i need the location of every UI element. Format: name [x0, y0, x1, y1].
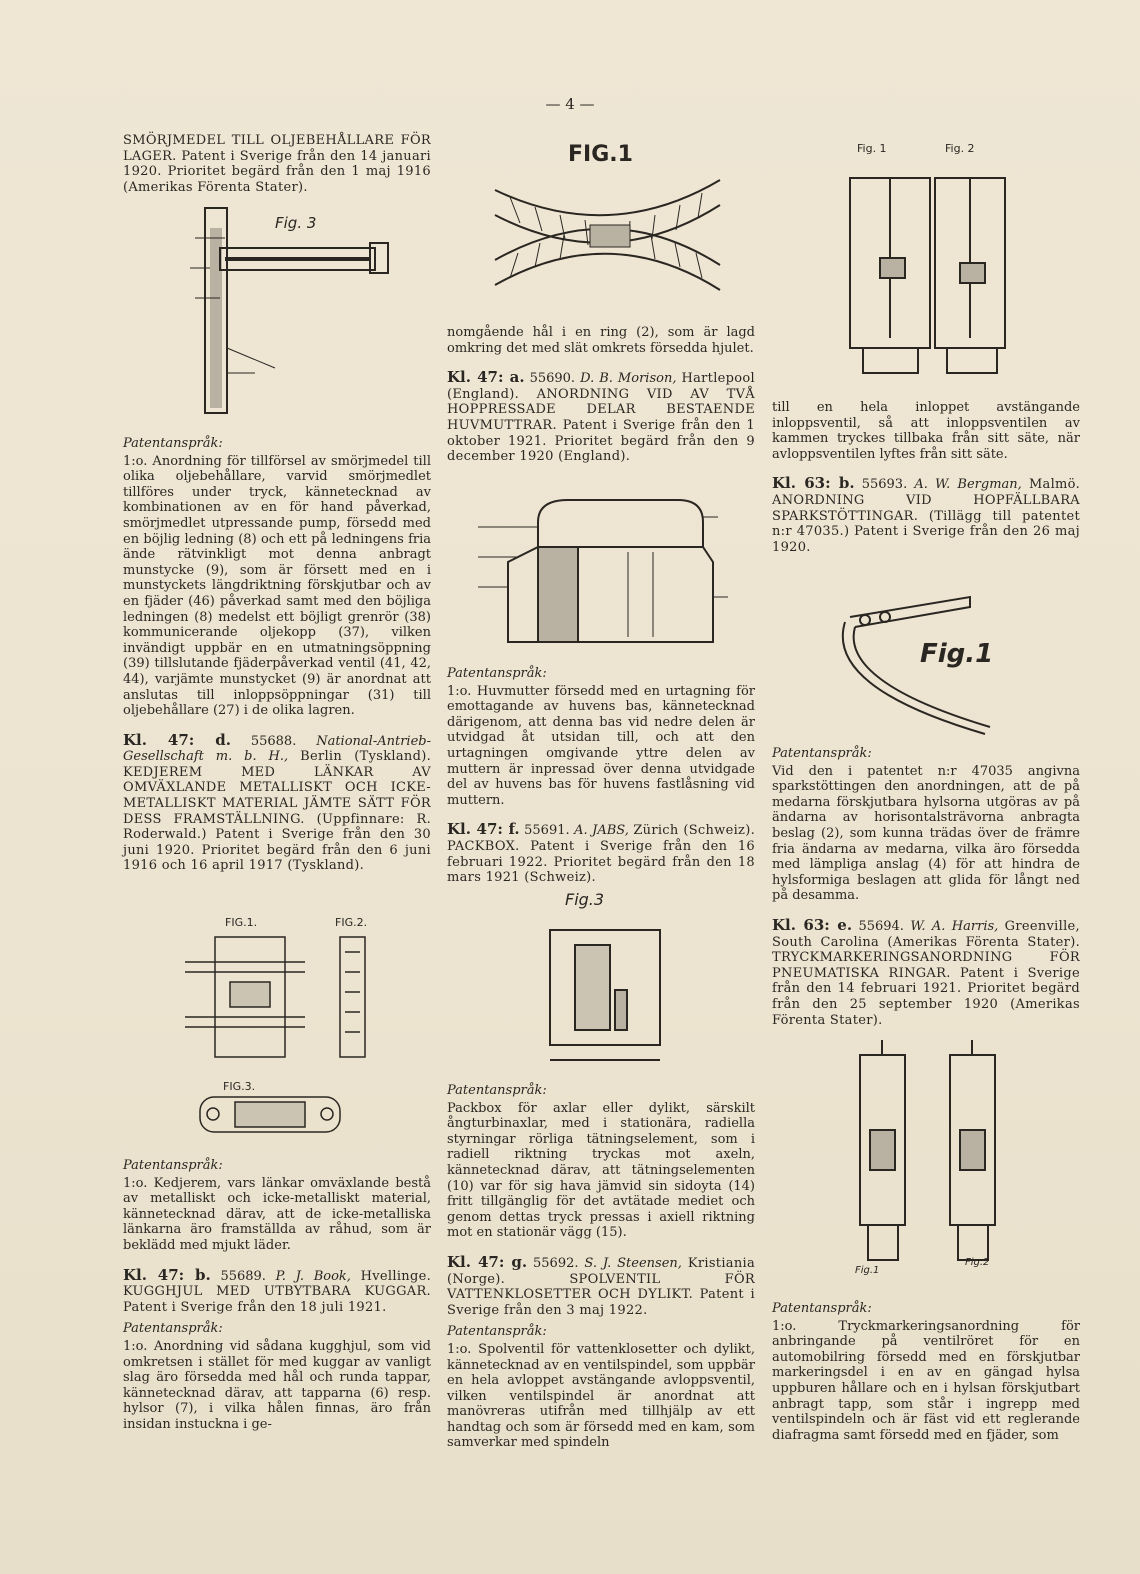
class-label: Kl. 63: b.: [772, 474, 855, 493]
patent-owner: D. B. Morison,: [580, 371, 677, 387]
claim-label: Patentanspråk:: [447, 666, 547, 681]
pressure-marker-figure: [840, 1035, 1020, 1275]
class-label: Kl. 47: b.: [123, 1265, 211, 1284]
lubricator-figure: [165, 198, 405, 423]
article-heading: [447, 370, 755, 465]
continued-text: till en hela inloppet avstängande inloppsventil, så att inloppsventilen av kammen tryckes tillbaka från sitt säte, när avloppsventilen lyftes från sitt säte.: [772, 400, 1080, 462]
claim-text: 1:o. Huvmutter försedd med en urtagning för emottagande av huvens bas, kännetecknad därigenom, att denna bas vid nedre delen är utvidgad åt utsidan till, och att den urtagningen omgivande yttre delen av muttern är inpressad över denna utvidgade del av huvens bas för huvens fastlåsning vid muttern.: [447, 683, 755, 808]
patent-owner: S. J. Steensen,: [584, 1255, 682, 1271]
class-label: Kl. 47: d.: [123, 730, 231, 749]
claim-text: 1:o. Kedjerem, vars länkar omväxlande bestå av metalliskt och icke-metalliskt material, kännetecknad därav, att de icke-metalliska länkarna äro framställda av råhud, som är beklädd med mjukt läder.: [123, 1175, 431, 1253]
flush-valve-figure: [835, 138, 1035, 383]
figure-label: Fig. 3: [275, 214, 317, 232]
patent-owner: National-Antrieb-Gesellschaft m. b. H.,: [123, 733, 431, 765]
figure-label: Fig. 1: [857, 142, 887, 155]
patent-title: Hvellinge. KUGGHJUL MED UTBYTBARA KUGGAR. Patent i Sverige från den 18 juli 1921.: [123, 1268, 432, 1315]
column-2-mid: [447, 660, 755, 896]
article-heading: [772, 476, 1080, 555]
column-2-lower: [447, 1077, 755, 1461]
patent-number: 55688.: [250, 733, 297, 749]
claim-label: Patentanspråk:: [772, 1301, 872, 1316]
column-1-bottom: [123, 1152, 431, 1443]
figure-label: FIG.3.: [223, 1080, 256, 1093]
class-label: Kl. 47: a.: [447, 368, 525, 387]
packbox-figure: [535, 885, 675, 1070]
article-heading: [447, 1252, 756, 1318]
chain-belt-figure: [175, 912, 385, 1142]
patent-number: 55694.: [858, 918, 904, 934]
claim-text: Packbox för axlar eller dylikt, särskilt ångturbinaxlar, med i stationära, radiella styrningar rörliga tätningselement, som i radiell riktning tryckas mot axeln, kännetecknad därav, att tätningselementen (10) var för sig hava jämvid sin sidoyta (14) fritt tillgänglig för det avtätade mediet och genom dettas tryck pressas i axiell riktning mot en stationär vägg (15).: [447, 1100, 755, 1241]
column-3-mid: [772, 740, 1080, 1038]
figure-label: FIG.2.: [335, 916, 368, 929]
article-heading: SMÖRJMEDEL TILL OLJEBEHÅLLARE FÖR LAGER. Patent i Sverige från den 14 januari 1920. Prioritet begärd från den 1 maj 1916 (Amerikas Förenta Stater).: [123, 133, 431, 195]
patent-owner: A. JABS,: [574, 823, 629, 839]
gear-figure: [480, 135, 740, 325]
class-label: Kl. 63: e.: [772, 915, 853, 934]
page-number: — 4 —: [545, 95, 595, 113]
claim-text: 1:o. Anordning för tillförsel av smörjmedel till olika oljebehållare, varvid smörjmedlet tillföres under tryck, kännetecknad av kombinationen av en för hand påverkad, smörjmedlet utpressande pump, försedd med en böjlig ledning (8) och ett på ledningens fria ände rätvinkligt mot denna anbragt munstycke (9), som är försett med en i munstyckets längdriktning förskjutbar och av en fjäder (46) påverkad samt med den böjliga ledningen (8) medelst ett böjligt grenrör (38) kommunicerande oljekopp (37), vilken invändigt uppbär en en utmatningsöppning (39) tillslutande fjäderpåverkad ventil (41, 42, 44), varjämte munstycket (9) är anordnat att anslutas till inloppsöppningar (31) till oljebehållare (27) i de olika lagren.: [123, 453, 431, 719]
article-heading: [123, 1265, 432, 1316]
patent-number: 55691.: [524, 823, 570, 839]
column-3-lower: [772, 1295, 1080, 1453]
patent-title: Kristiania (Norge). SPOLVENTIL FÖR VATTENKLOSETTER OCH DYLIKT. Patent i Sverige från den 3 maj 1922.: [447, 1255, 756, 1318]
claim-text: 1:o. Anordning vid sådana kugghjul, som vid omkretsen i stället för med kuggar av vanligt slag äro försedda med hål och runda tappar, kännetecknad därav, att tapparna (6) resp. hylsor (7), i vilka hålen finnas, äro från insidan instuckna i ge-: [123, 1338, 431, 1432]
claim-label: Patentanspråk:: [123, 436, 223, 451]
claim-text: 1:o. Tryckmarkeringsanordning för anbringande på ventilröret för en automobilring försedd med en förskjutbar markeringsdel i en av en gängad hylsa uppburen hållare och en i hylsan förskjutbart anbragt tapp, som står i ingrepp med ventilspindeln och är fäst vid ett reglerande diafragma samt försedd med en fjäder, som: [772, 1318, 1080, 1443]
cap-nut-figure: [478, 492, 728, 652]
article-heading: [447, 822, 755, 885]
patent-title: Greenville, South Carolina (Amerikas Förenta Stater). TRYCKMARKERINGSANORDNING FÖR PNEUMATISKA RINGAR. Patent i Sverige från den 14 februari 1921. Prioritet begärd från den 25 september 1920 (Amerikas Förenta Stater).: [772, 918, 1080, 1028]
patent-title: Berlin (Tyskland). KEDJEREM MED LÄNKAR AV OMVÄXLANDE METALLISKT OCH ICKE-METALLISKT MATERIAL JÄMTE SÄTT FÖR DESS FRAMSTÄLLNING. (Uppfinnare: R. Roderwald.) Patent i Sverige från den 30 juni 1920. Prioritet begärd från den 6 juni 1916 och 16 april 1917 (Tyskland).: [123, 749, 432, 874]
claim-label: Patentanspråk:: [772, 746, 872, 761]
patent-number: 55692.: [533, 1255, 579, 1271]
column-2: [447, 325, 755, 475]
figure-label: Fig.2: [965, 1257, 990, 1268]
class-label: Kl. 47: f.: [447, 820, 520, 839]
claim-text: 1:o. Spolventil för vattenklosetter och dylikt, kännetecknad av en ventilspindel, som uppbär en hela avloppet avstängande avloppsventil, vilken ventilspindel är anordnat att manövreras utifrån med tillhjälp av ett handtag och som är försedd med en kam, som samverkar med spindeln: [447, 1341, 755, 1451]
column-1: [123, 133, 431, 205]
figure-label: FIG.1.: [225, 916, 258, 929]
figure-label: Fig.1: [920, 639, 994, 669]
kicksled-figure: [810, 562, 1080, 737]
column-3: [772, 400, 1080, 565]
patent-title: Malmö. ANORDNING VID HOPFÄLLBARA SPARKSTÖTTINGAR. (Tillägg till patentet n:r 47035.) Patent i Sverige från den 26 maj 1920.: [772, 477, 1081, 555]
figure-label: Fig.1: [855, 1265, 880, 1275]
patent-title: Zürich (Schweiz). PACKBOX. Patent i Sverige från den 16 februari 1922. Prioritet begärd från den 18 mars 1921 (Schweiz).: [447, 823, 755, 886]
claim-label: Patentanspråk:: [447, 1324, 547, 1340]
patent-number: 55690.: [529, 371, 576, 387]
continued-text: nomgående hål i en ring (2), som är lagd omkring det med slät omkrets försedda hjulet.: [447, 325, 755, 356]
patent-owner: A. W. Bergman,: [914, 477, 1022, 493]
claim-text: Vid den i patentet n:r 47035 angivna sparkstöttingen den anordningen, att de på medarna förskjutbara hylsorna utgöras av på ändarna av horisontalsträvorna anbragta beslag (2), som kunna trädas över de främre fria ändarna av medarna, vilka äro försedda med lämpliga anslag (4) för att hindra de hylsformiga beslagen att glida för långt ned på desamma.: [772, 763, 1080, 904]
patent-title: Hartlepool (England). ANORDNING VID AV TVÅ HOPPRESSADE DELAR BESTAENDE HUVMUTTRAR. Patent i Sverige från den 1 oktober 1921. Prioritet begärd från den 9 december 1920 (England).: [447, 371, 755, 465]
figure-label: FIG.1: [568, 142, 633, 167]
patent-number: 55693.: [861, 477, 908, 493]
patent-owner: W. A. Harris,: [910, 918, 999, 934]
class-label: Kl. 47: g.: [447, 1252, 528, 1271]
claim-label: Patentanspråk:: [447, 1083, 547, 1098]
claim-label: Patentanspråk:: [123, 1158, 223, 1173]
figure-label: Fig. 2: [945, 142, 975, 155]
patent-owner: P. J. Book,: [275, 1268, 351, 1284]
patent-number: 55689.: [220, 1268, 266, 1284]
figure-label: Fig.3: [565, 890, 605, 909]
column-1-lower: [123, 430, 431, 884]
claim-label: Patentanspråk:: [123, 1321, 223, 1337]
article-heading: [123, 730, 432, 874]
article-heading: [772, 915, 1080, 1028]
